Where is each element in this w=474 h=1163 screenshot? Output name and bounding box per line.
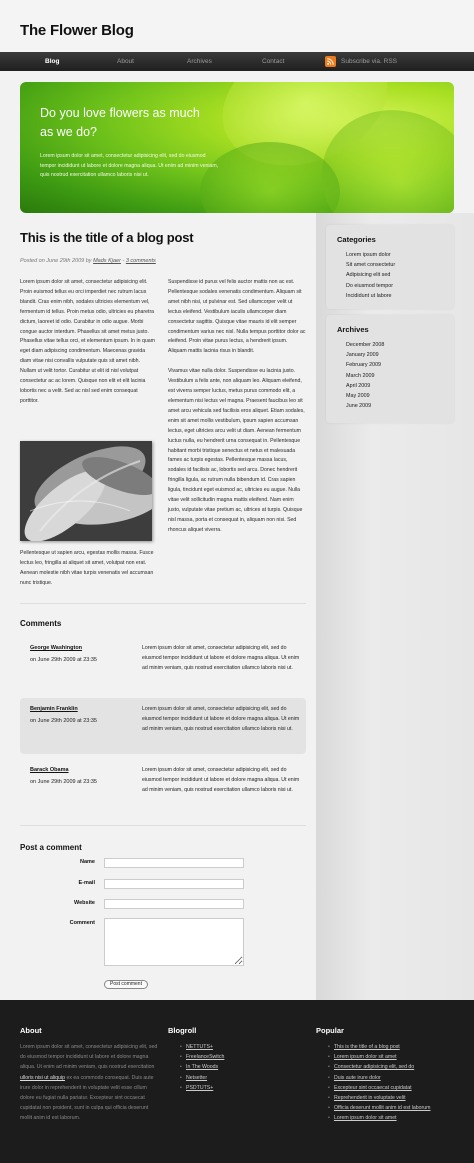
archives-widget xyxy=(326,315,454,423)
nav-item-archives[interactable]: Archives xyxy=(187,58,212,65)
comment-text: Lorem ipsum dolor sit amet, consectetur adipisicing elit, sed do eiusmod tempor incididunt ut labore et dolore magna aliqua. Ut enim ad minim veniam, quis nostrud exercitation ullamco laboris nisi ut. xyxy=(142,645,300,671)
archive-link[interactable]: December 2008 xyxy=(346,342,385,348)
comment-author[interactable]: Barack Obama xyxy=(30,767,69,773)
archives-list xyxy=(346,340,384,411)
name-field[interactable] xyxy=(104,858,244,868)
blogroll-link[interactable]: • In The Woods xyxy=(180,1062,224,1072)
post-comment-button[interactable]: Post comment xyxy=(104,980,148,989)
name-label: Name xyxy=(80,859,95,865)
divider xyxy=(20,603,306,604)
post-meta xyxy=(20,258,156,264)
categories-title: Categories xyxy=(337,235,376,244)
comment-item xyxy=(20,637,306,693)
archives-title: Archives xyxy=(337,325,369,334)
email-label: E-mail xyxy=(78,880,95,886)
blogroll-link[interactable]: • NETTUTS+ xyxy=(180,1042,224,1052)
popular-list xyxy=(328,1042,468,1124)
comment-date: on June 29th 2009 at 23:35 xyxy=(30,779,97,785)
blogroll-link[interactable]: • PSDTUTS+ xyxy=(180,1083,224,1093)
categories-widget xyxy=(326,225,454,309)
hero-text: Lorem ipsum dolor sit amet, consectetur adipisicing elit, sed do eiusmod tempor incididunt ut labore et dolore magna aliqua. Ut enim ad minim veniam, quis nostrud exercitation ullamco laboris nisi ut. xyxy=(40,153,219,178)
archive-link[interactable]: June 2009 xyxy=(346,403,372,410)
website-field[interactable] xyxy=(104,899,244,909)
divider xyxy=(20,825,306,826)
category-link[interactable]: Lorem ipsum dolor xyxy=(346,252,391,258)
nav-item-rss[interactable]: Subscribe via. RSS xyxy=(341,58,397,65)
archive-link[interactable]: February 2009 xyxy=(346,362,382,369)
footer-about-text-1: Lorem ipsum dolor sit amet, consectetur adipisicing elit, sed do eiusmod tempor incididunt ut labore et dolore magna aliqua. Ut enim ad minim veniam, quis nostrud exercitation xyxy=(20,1044,158,1071)
rss-icon[interactable] xyxy=(325,56,336,67)
comment-author[interactable]: George Washington xyxy=(30,645,83,651)
post-column-1-bottom: Pellentesque ut sapien arcu, egestas mollis massa. Fusce lectus leo, fringilla at aliquet sit amet, volutpat non erat. Aenean molestie nibh vitae turpis venenatis vel accumsan nunc tristique. xyxy=(20,550,154,586)
archive-link[interactable]: March 2009 xyxy=(346,372,375,379)
footer-blogroll-title: Blogroll xyxy=(168,1026,197,1035)
archive-link[interactable]: January 2009 xyxy=(346,352,379,359)
category-link[interactable]: Adipisicing elit sed xyxy=(346,272,391,279)
comment-author[interactable]: Benjamin Franklin xyxy=(30,706,78,712)
post-meta-separator: - xyxy=(122,258,125,264)
category-link[interactable]: Incididunt ut labore xyxy=(346,292,392,299)
website-label: Website xyxy=(74,900,95,906)
archive-link[interactable]: May 2009 xyxy=(346,393,370,400)
site-header xyxy=(0,0,474,52)
comments-title: Comments xyxy=(20,619,62,628)
comment-text: Lorem ipsum dolor sit amet, consectetur adipisicing elit, sed do eiusmod tempor incididunt ut labore et dolore magna aliqua. Ut enim ad minim veniam, quis nostrud exercitation ullamco laboris nisi ut. xyxy=(142,706,300,732)
popular-link[interactable]: • Officia deserunt mollit anim id est laborum xyxy=(328,1103,468,1113)
site-title[interactable]: The Flower Blog xyxy=(20,22,134,39)
category-link[interactable]: Do eiusmod tempor xyxy=(346,282,394,289)
post-column-1: Lorem ipsum dolor sit amet, consectetur adipisicing elit. Proin euismod tellus eu orci imperdiet nec rutrum lacus blandit. Cras enim nibh, sodales ultricies elementum vel, fermentum id tellus. Proin metus odio, ultricies eu pharetra dictum, laoreet id odio. Curabitur in odio augue. Morbi congue auctor interdum. Phasellus sit amet metus justo. Phasellus vitae tellus orci, et elementum ipsum. In in quam eget diam adipiscing condimentum. Maecenas gravida diam vitae nisi convallis vulputate quis sit amet nibh. Nullam ut velit tortor. Curabitur ut elit id nisl volutpat consectetur ac ac lorem. Quisque non elit et elit lacinia lobortis nec a velit. Sed ac nisl sed enim consequat porttitor. xyxy=(20,279,155,404)
post-comments-link[interactable]: 3 comments xyxy=(125,258,156,264)
comment-date: on June 29th 2009 at 23:35 xyxy=(30,657,97,663)
popular-link[interactable]: • Duis aute irure dolor xyxy=(328,1073,468,1083)
popular-link[interactable]: • Lorem ipsum dolor sit amet xyxy=(328,1113,468,1123)
hero-banner xyxy=(20,82,454,213)
comment-text: Lorem ipsum dolor sit amet, consectetur adipisicing elit, sed do eiusmod tempor incididunt ut labore et dolore magna aliqua. Ut enim ad minim veniam, quis nostrud exercitation ullamco laboris nisi ut. xyxy=(142,767,300,793)
post-meta-date: Posted on June 29th 2009 by xyxy=(20,258,92,264)
nav-item-contact[interactable]: Contact xyxy=(262,58,285,65)
blog-post xyxy=(20,230,306,264)
post-column-2-paragraph-1: Suspendisse id purus vel felis auctor mattis non ac est. Pellentesque sodales venenatis condimentum. Aliquam sit amet nibh nisi, ut pulvinar est. Sed ullamcorper velit ut lectus eleifend. Vestibulum iaculis ullamcorper diam consectetur sagittis. Quisque vitae mauris id elit semper condimentum varius nec nisl. Nulla tempus porttitor dolor ac eleifend. Proin vitae purus lectus, a hendrerit ipsum. Aliquam mattis lacinia risus in blandit. xyxy=(168,279,306,355)
archive-link[interactable]: April 2009 xyxy=(346,382,371,389)
popular-link[interactable]: • Excepteur sint occaecat cupidatat xyxy=(328,1083,468,1093)
popular-link[interactable]: • Consectetur adipisicing elit, sed do xyxy=(328,1062,468,1072)
blogroll-link[interactable]: • FreelanceSwitch xyxy=(180,1052,224,1062)
category-link[interactable]: Sit amet consectetur xyxy=(346,262,396,269)
post-column-2 xyxy=(168,278,306,536)
footer-about-text xyxy=(20,1042,160,1124)
post-title[interactable]: This is the title of a blog post xyxy=(20,230,194,245)
post-author-link[interactable]: Mads Kjaer xyxy=(93,258,121,264)
blogroll-link[interactable]: • Netsetter xyxy=(180,1073,224,1083)
blogroll-list xyxy=(180,1042,224,1093)
post-column-2-paragraph-2: Vivamus vitae nulla dolor. Suspendisse eu lacinia justo. Vestibulum a felis ante, non aliquam leo. Aliquam eleifend, est viverra semper luctus, metus purus commodo elit, a elementum nisi lectus vel magna. Praesent faucibus leo sit amet arcu vehicula sed facilisis eros aliquet. Etiam sodales, enim sit amet mollis vestibulum, ipsum sapien accumsan lectus, eget ultricies arcu velit ut diam. Aenean fermentum luctus nulla, eu hendrerit urna consequat in. Pellentesque habitant morbi tristique senectus et netus et malesuada fames ac turpis egestas. Pellentesque massa lacus, sodales id facilisis ac, lobortis sed arcu. Donec hendrerit fringilla ligula, ac rutrum nulla bibendum id. Cras sapien ligula, tincidunt eget euismod ac, ultricies eu augue. Nulla vitae velit sollicitudin magna mattis eleifend. Nam enim justo, vulputate vitae pretium ac, ultrices at turpis. Quisque nisl massa, porta et consequat in, aliquam non nisi. Sed rhoncus aliquet viverra. xyxy=(168,368,305,533)
footer-about-link[interactable]: ulloris nisi ut aliquip xyxy=(20,1074,65,1081)
footer-about-text-2: ex ea commodo consequat. Duis aute irure dolor in reprehenderit in voluptate velit esse cillum dolore eu fugiat nulla pariatur. Excepteur sint occaecat cupidatat non proident, sunt in culpa qui officia deserunt mollit anim id est laborum. xyxy=(20,1074,154,1122)
nav-item-about[interactable]: About xyxy=(117,58,134,65)
main-nav xyxy=(0,52,474,71)
popular-link[interactable]: • This is the title of a blog post xyxy=(328,1042,468,1052)
sidebar xyxy=(316,213,474,1000)
comment-item xyxy=(20,759,306,815)
site-footer xyxy=(0,1000,474,1163)
comment-date: on June 29th 2009 at 23:35 xyxy=(30,718,97,724)
footer-about-title: About xyxy=(20,1026,42,1035)
footer-popular-title: Popular xyxy=(316,1026,344,1035)
hero-heading: Do you love flowers as much as we do? xyxy=(40,106,200,139)
flower-photo xyxy=(20,441,152,541)
popular-link[interactable]: • Reprehenderit in voluptate velit xyxy=(328,1093,468,1103)
comment-form-title: Post a comment xyxy=(20,843,82,852)
categories-list xyxy=(346,250,395,301)
comment-item xyxy=(20,698,306,754)
popular-link[interactable]: • Lorem ipsum dolor sit amet xyxy=(328,1052,468,1062)
comment-label: Comment xyxy=(69,920,95,926)
comment-textarea[interactable] xyxy=(104,918,244,966)
nav-item-blog[interactable]: Blog xyxy=(45,58,60,65)
email-field[interactable] xyxy=(104,879,244,889)
